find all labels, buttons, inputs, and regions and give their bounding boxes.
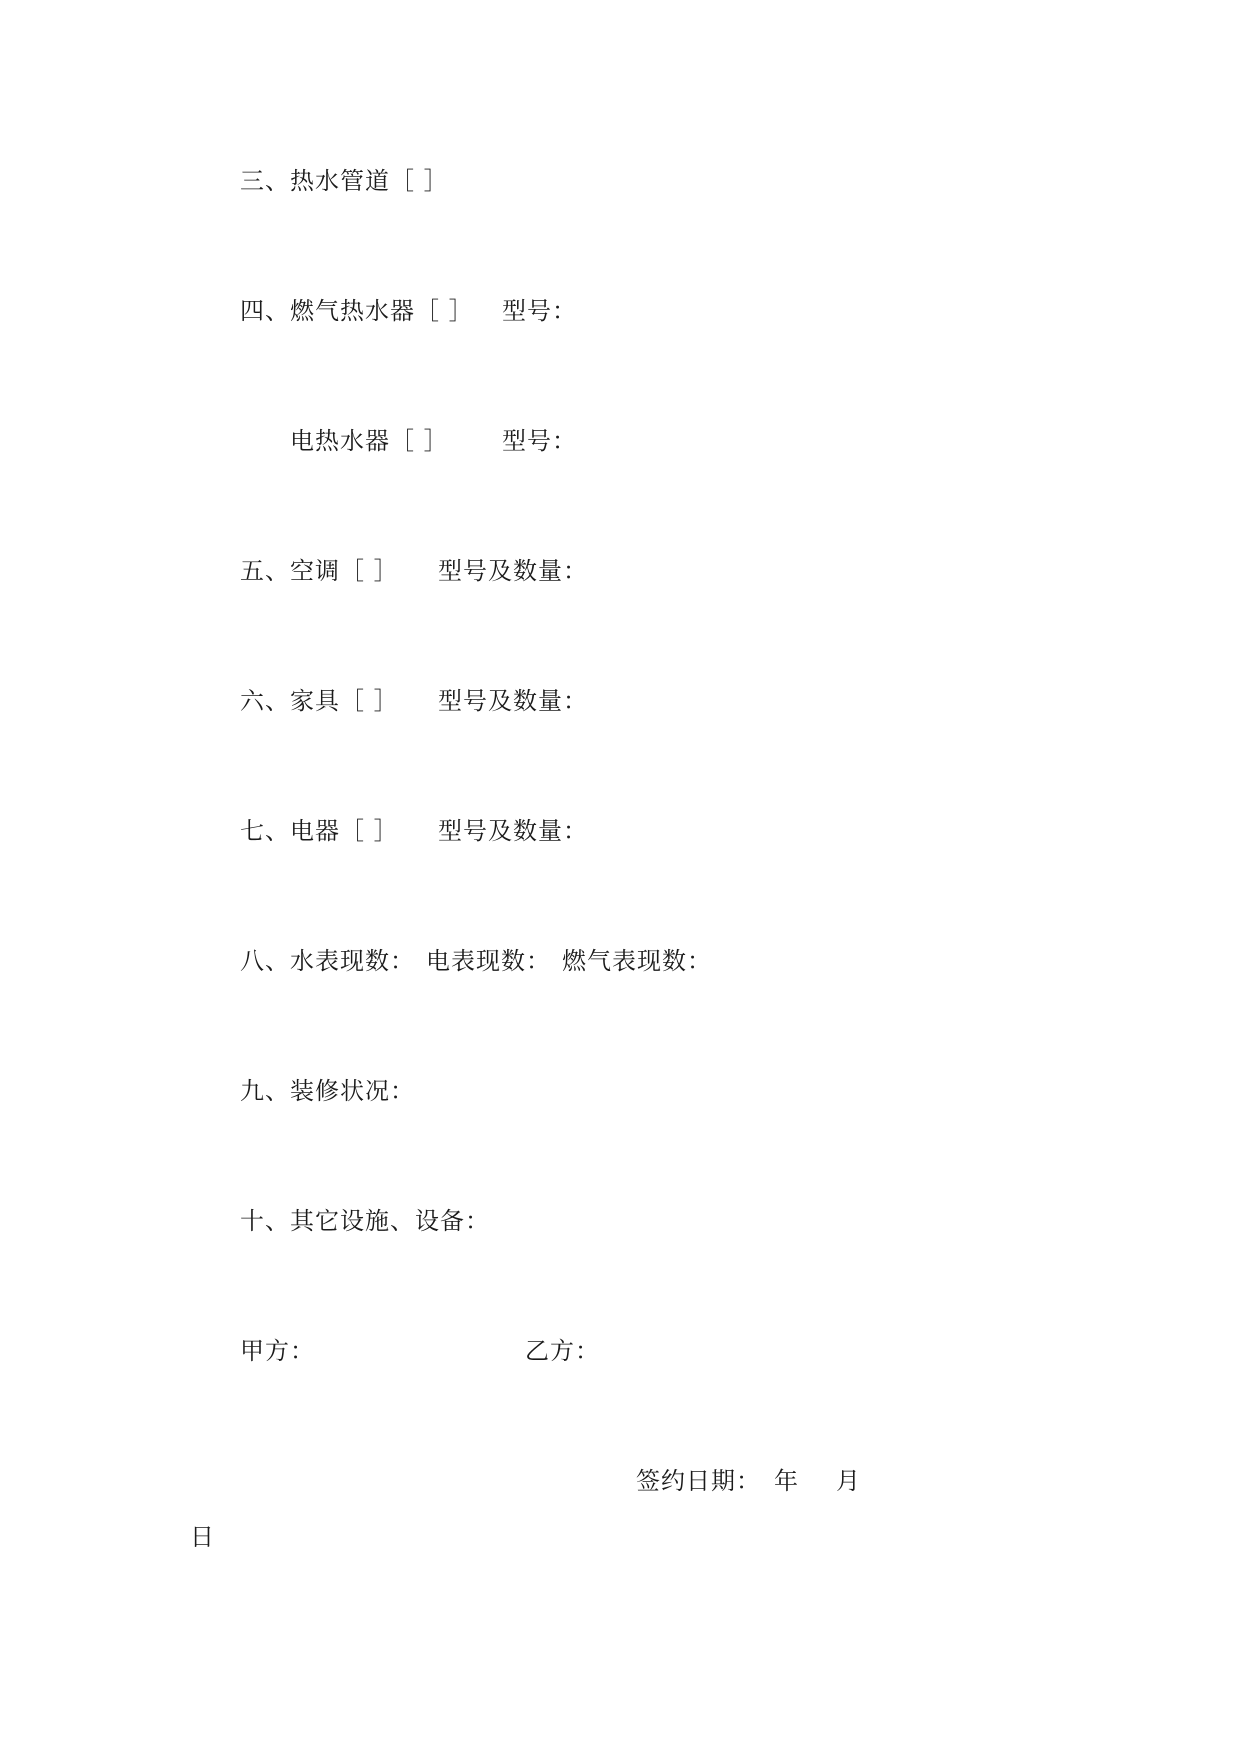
item-gas-water-heater: [240, 296, 577, 416]
item-electric-water-heater: [290, 426, 577, 546]
item-field-label: 型号及数量：: [438, 557, 588, 585]
water-meter-label: 八、水表现数：: [240, 947, 415, 975]
item-label: 五、空调［ ］: [240, 557, 399, 585]
other-facilities-label: 十、其它设施、设备：: [240, 1207, 490, 1235]
decoration-label: 九、装修状况：: [240, 1077, 415, 1105]
item-label: 六、家具［ ］: [240, 687, 399, 715]
other-facilities: [240, 1206, 490, 1296]
sign-date-label: 签约日期：: [636, 1467, 761, 1495]
item-label: 电热水器［ ］: [290, 427, 449, 455]
electric-meter-label: 电表现数：: [426, 947, 551, 975]
item-field-label: 型号及数量：: [438, 817, 588, 845]
sign-date-row: [636, 1466, 861, 1616]
gas-meter-label: 燃气表现数：: [562, 947, 712, 975]
decoration-status: [240, 1076, 415, 1166]
signature-row: [240, 1336, 600, 1456]
item-field-label: 型号：: [502, 427, 577, 455]
item-appliances: [240, 816, 588, 936]
sign-date-day: 日: [190, 1523, 215, 1551]
item-field-label: 型号：: [502, 297, 577, 325]
item-label: 四、燃气热水器［ ］: [240, 297, 474, 325]
item-furniture: [240, 686, 588, 806]
item-hot-water-pipe: [240, 166, 449, 256]
item-label: 三、热水管道［ ］: [240, 167, 449, 195]
party-b-label: 乙方：: [525, 1337, 600, 1365]
sign-date-month: 月: [836, 1467, 861, 1495]
item-air-conditioner: [240, 556, 588, 676]
item-field-label: 型号及数量：: [438, 687, 588, 715]
item-label: 七、电器［ ］: [240, 817, 399, 845]
sign-date-year: 年: [774, 1467, 799, 1495]
sign-date-day-row: [190, 1522, 225, 1612]
party-a-label: 甲方：: [240, 1337, 315, 1365]
